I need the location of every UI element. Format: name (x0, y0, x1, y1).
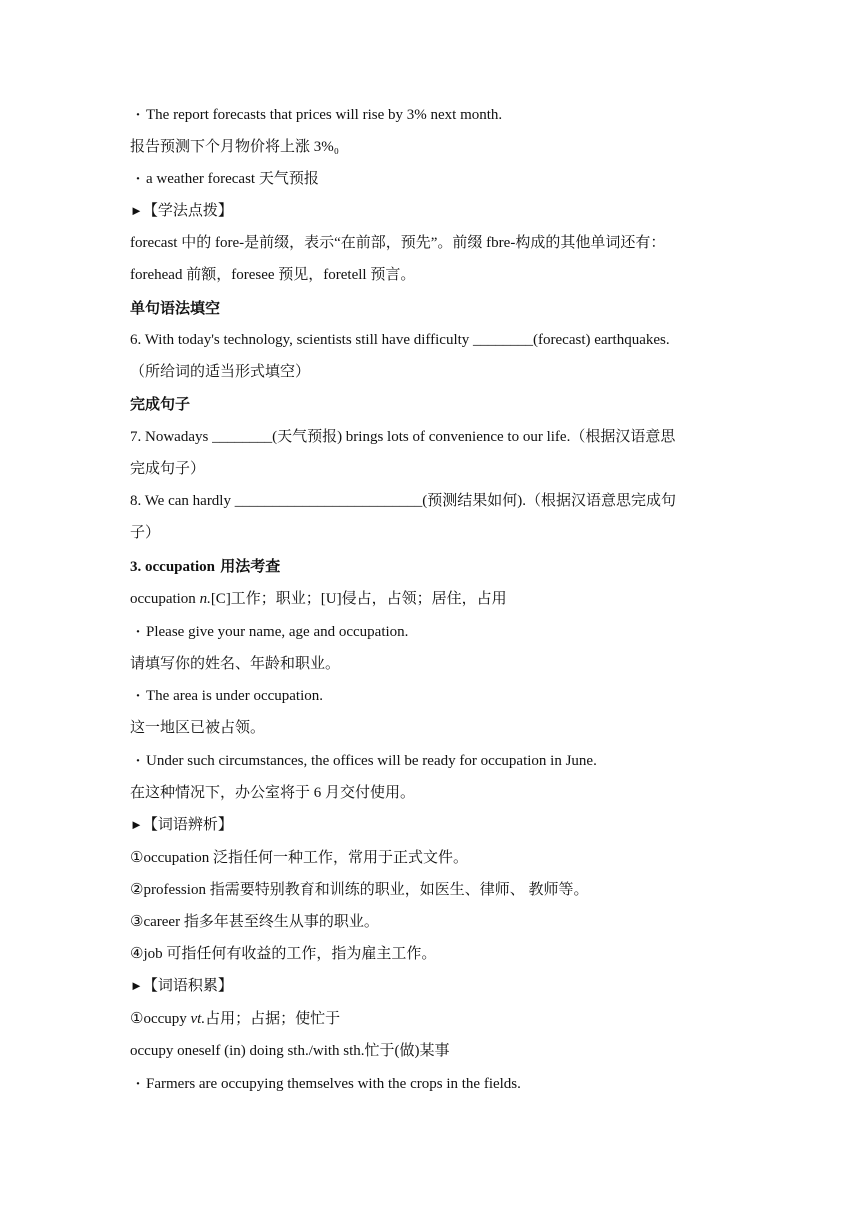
tip-paragraph-line: forehead 前额，foresee 预见，foretell 预言。 (130, 267, 416, 283)
list-item: ①occupation 泛指任何一种工作，常用于正式文件。 (130, 850, 469, 866)
section-heading: 完成句子 (130, 395, 191, 413)
triangle-marker-icon: ► (130, 817, 143, 832)
tip-heading (130, 976, 233, 996)
example-phrase (130, 169, 319, 189)
part-of-speech: vt. (190, 1011, 206, 1027)
example-sentence (130, 1074, 521, 1094)
subsection-number: 3. occupation (130, 559, 216, 575)
definition-line (130, 1009, 340, 1029)
example-text: Under such circumstances, the offices will be ready for occupation in June. (146, 753, 597, 769)
exercise-item-continued: 完成句子） (130, 461, 206, 477)
phrase-line: occupy oneself (in) doing sth./with sth.忙于(做)某事 (130, 1043, 450, 1059)
definition-line (130, 589, 507, 609)
example-text: The area is under occupation. (146, 688, 324, 704)
example-sentence (130, 105, 502, 125)
list-item: ④job 可指任何有收益的工作，指为雇主工作。 (130, 946, 437, 962)
example-sentence (130, 622, 408, 642)
tip-paragraph-line: forecast 中的 fore-是前缀，表示“在前部，预先”。前缀 fbre-构成的其他单词还有： (130, 235, 666, 251)
headword: occupation (130, 591, 200, 607)
definition-text: [C]工作；职业；[U]侵占，占领；居住，占用 (210, 591, 507, 607)
subsection-title: 用法考查 (215, 557, 281, 575)
exercise-item: 6. With today's technology, scientists still have difficulty ________(forecast) earthquakes. (130, 332, 670, 348)
part-of-speech: n. (199, 591, 211, 607)
exercise-item-continued: 子） (130, 525, 161, 541)
example-text: a weather forecast 天气预报 (146, 171, 319, 187)
translation: 请填写你的姓名、年龄和职业。 (130, 656, 341, 672)
tip-heading-text: 【学法点拨】 (142, 203, 233, 219)
example-sentence (130, 686, 323, 706)
list-item: ③career 指多年甚至终生从事的职业。 (130, 914, 379, 930)
example-sentence (130, 751, 597, 771)
headword: ①occupy (130, 1011, 191, 1027)
triangle-marker-icon: ► (130, 978, 143, 993)
translation: 这一地区已被占领。 (130, 720, 266, 736)
example-text: Please give your name, age and occupation. (146, 624, 409, 640)
tip-heading (130, 815, 233, 835)
tip-heading-text: 【词语辨析】 (142, 817, 233, 833)
subsection-heading (130, 556, 280, 577)
translation: 报告预测下个月物价将上涨 3%₀ (130, 139, 339, 155)
triangle-marker-icon: ► (130, 203, 143, 218)
definition-text: 占用；占据；使忙于 (205, 1011, 341, 1027)
example-text: Farmers are occupying themselves with the crops in the fields. (146, 1076, 521, 1092)
exercise-item: 7. Nowadays ________(天气预报) brings lots of convenience to our life.（根据汉语意思 (130, 429, 676, 445)
exercise-instruction: （所给词的适当形式填空） (130, 364, 311, 380)
section-heading: 单句语法填空 (130, 299, 221, 317)
example-text: The report forecasts that prices will rise by 3% next month. (146, 107, 503, 123)
tip-heading (130, 201, 233, 221)
translation: 在这种情况下，办公室将于 6 月交付使用。 (130, 785, 416, 801)
exercise-item: 8. We can hardly _________________________(预测结果如何).（根据汉语意思完成句 (130, 493, 676, 509)
tip-heading-text: 【词语积累】 (142, 978, 233, 994)
list-item: ②profession 指需要特别教育和训练的职业，如医生、律师、 教师等。 (130, 882, 589, 898)
